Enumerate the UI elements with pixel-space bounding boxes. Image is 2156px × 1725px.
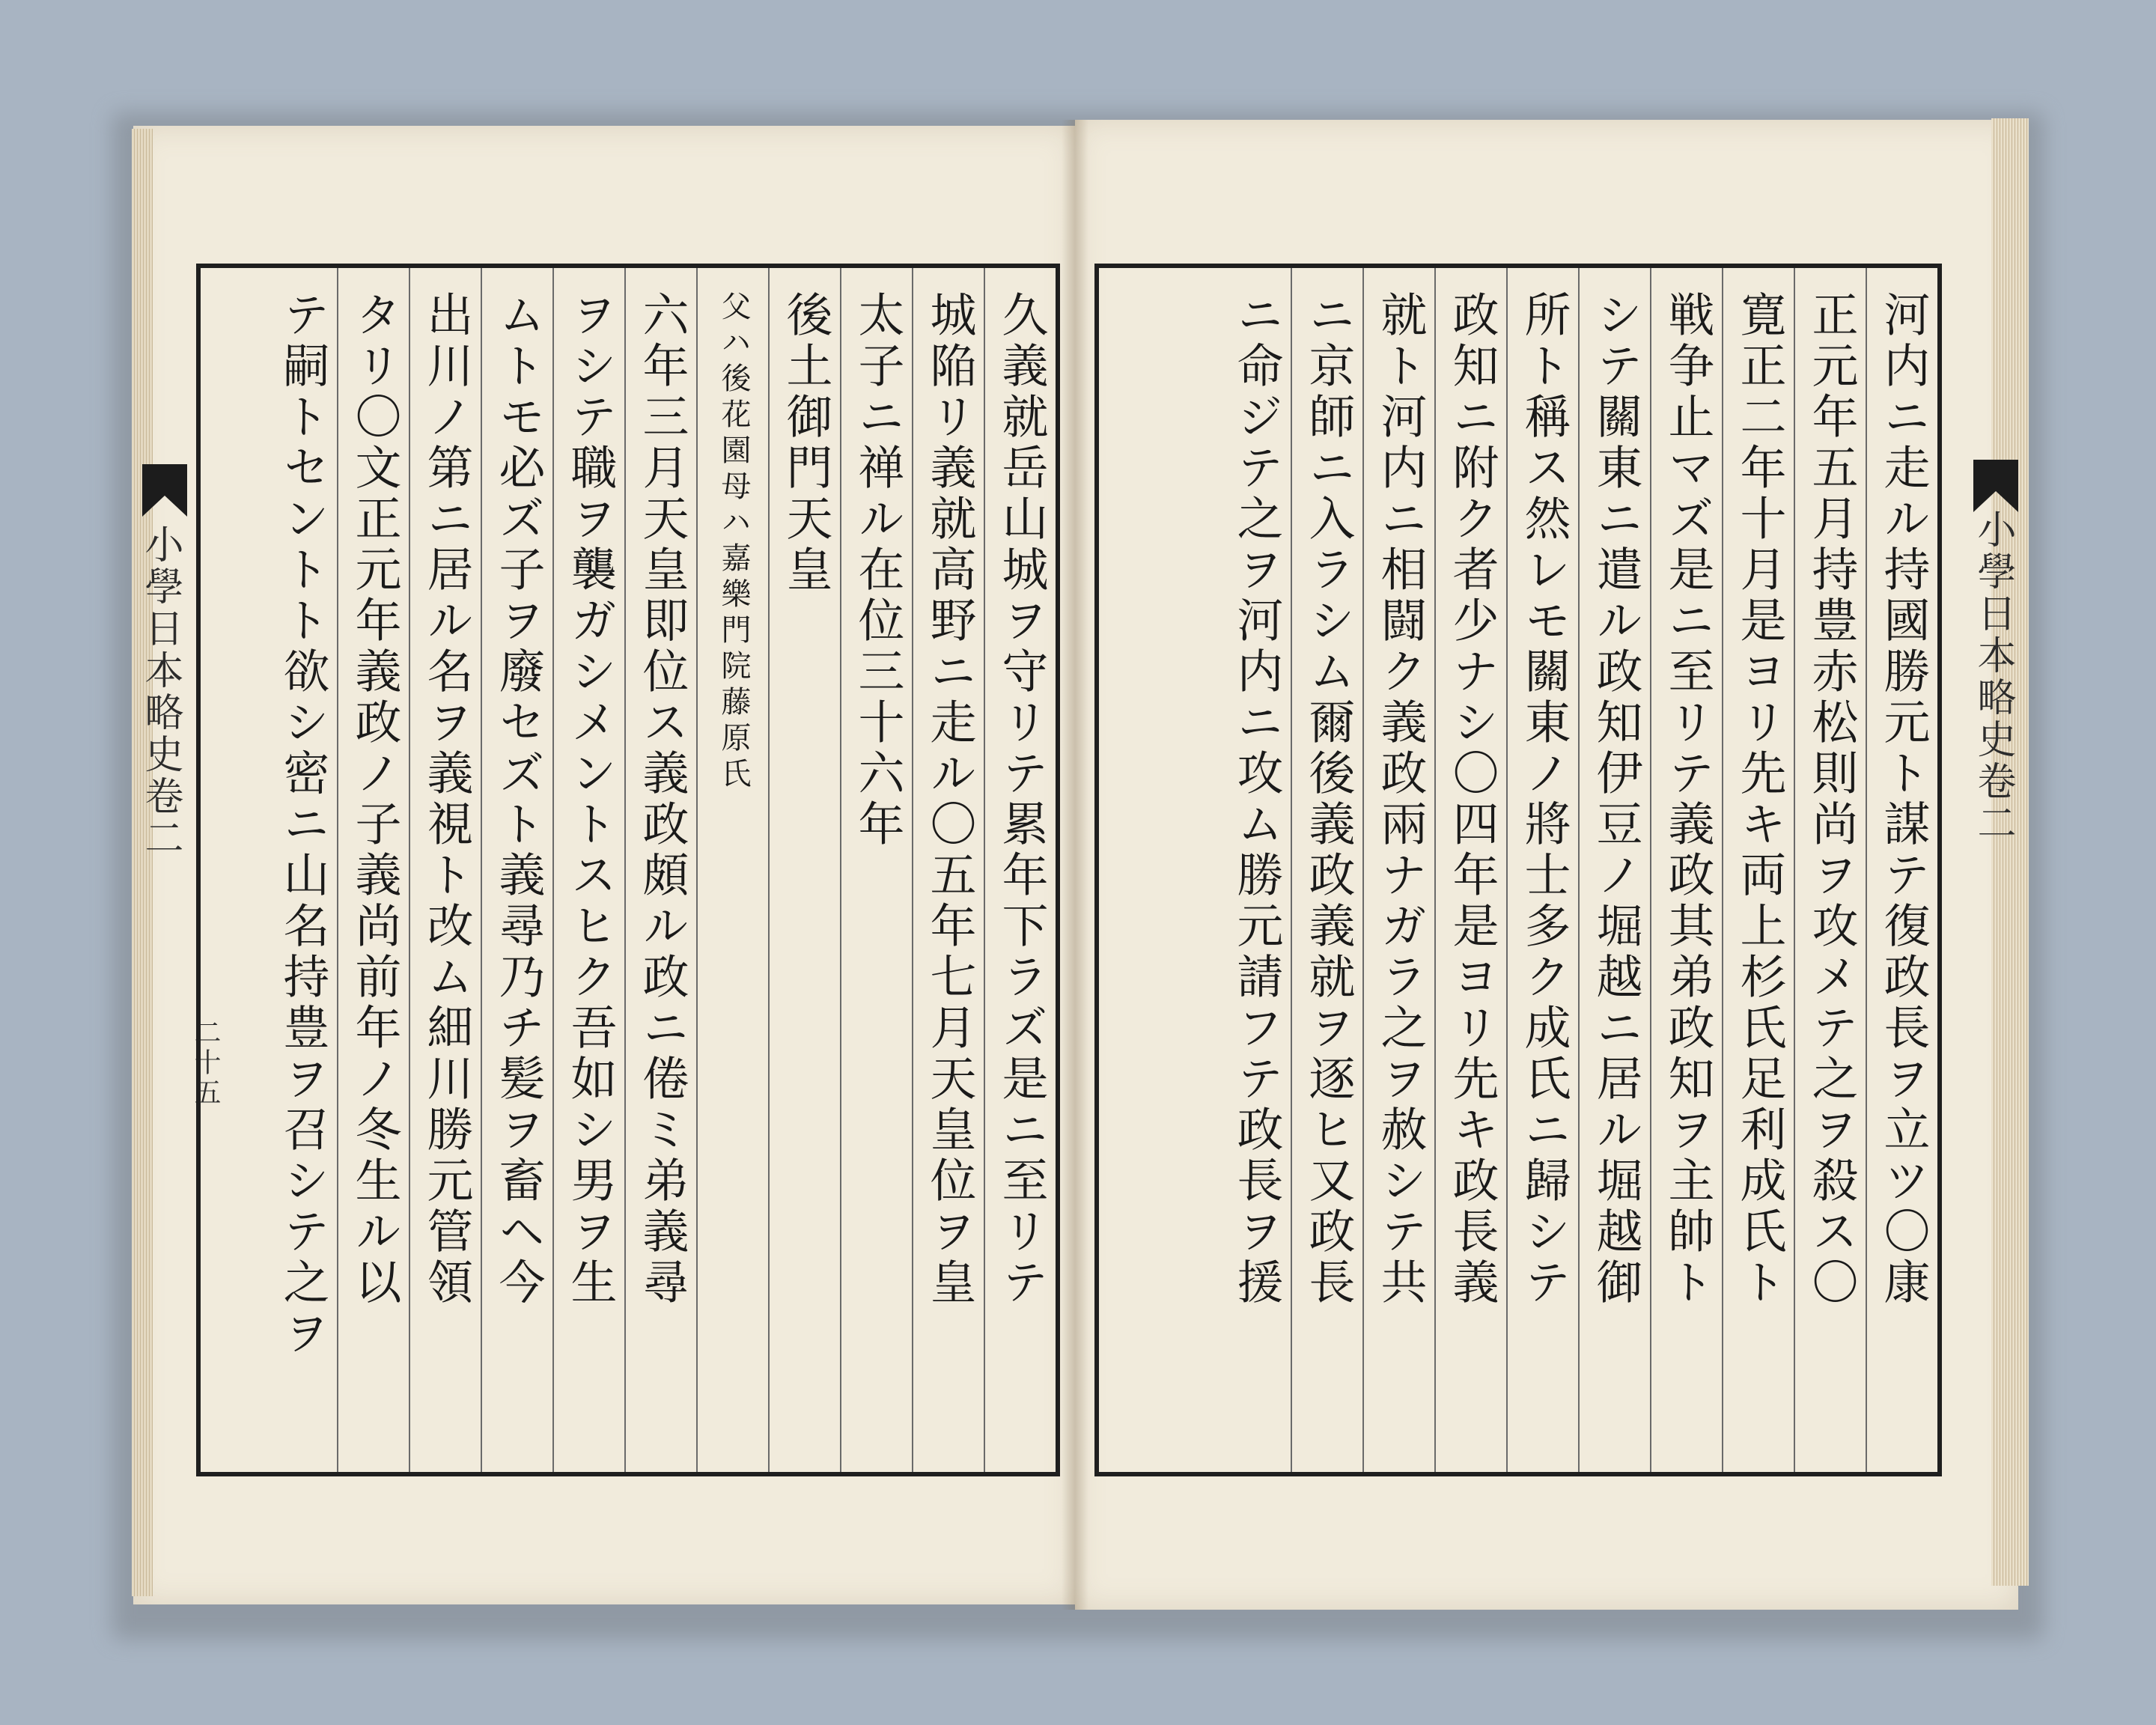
right-column-8: 就ト河内ニ相闘ク義政兩ナガラ之ヲ赦シテ共 bbox=[1362, 268, 1434, 1472]
left-column-10: タリ〇文正元年義政ノ子義尚前年ノ冬生ル以 bbox=[337, 268, 409, 1472]
right-column-1: 河内ニ走ル持國勝元ト謀テ復政長ヲ立ツ〇康 bbox=[1866, 268, 1937, 1472]
right-column-7: 政知ニ附ク者少ナシ〇四年是ヨリ先キ政長義 bbox=[1434, 268, 1506, 1472]
left-column-7: ヲシテ職ヲ襲ガシメントスヒク吾如シ男ヲ生 bbox=[552, 268, 624, 1472]
left-column-1: 久義就岳山城ヲ守リテ累年下ラズ是ニ至リテ bbox=[984, 268, 1056, 1472]
left-column-5-annotation: 父ハ後花園母ハ嘉樂門院藤原氏 bbox=[696, 268, 768, 1472]
left-column-2: 城陥リ義就高野ニ走ル〇五年七月天皇位ヲ皇 bbox=[912, 268, 984, 1472]
left-column-6: 六年三月天皇即位ス義政頗ル政ニ倦ミ弟義尋 bbox=[624, 268, 696, 1472]
right-column-6: 所ト稱ス然レモ關東ノ將士多ク成氏ニ歸シテ bbox=[1506, 268, 1578, 1472]
right-column-2: 正元年五月持豊赤松則尚ヲ攻メテ之ヲ殺ス〇 bbox=[1794, 268, 1866, 1472]
left-column-11: テ嗣トセントト欲シ密ニ山名持豊ヲ召シテ之ヲ bbox=[275, 290, 330, 1360]
right-column-5: シテ關東ニ遣ル政知伊豆ノ堀越ニ居ル堀越御 bbox=[1578, 268, 1650, 1472]
left-margin-title: 小學日本略史卷二 bbox=[138, 524, 183, 860]
right-column-10: ニ命ジテ之ヲ河内ニ攻ム勝元請フテ政長ヲ援 bbox=[1229, 290, 1284, 1309]
left-column-9: 出川ノ第ニ居ル名ヲ義視ト改ム細川勝元管領 bbox=[409, 268, 481, 1472]
left-text-block bbox=[196, 264, 1060, 1476]
left-column-4: 後土御門天皇 bbox=[768, 268, 840, 1472]
left-page-folio: 二十五 bbox=[190, 1018, 221, 1108]
right-column-4: 戦争止マズ是ニ至リテ義政其弟政知ヲ主帥ト bbox=[1650, 268, 1722, 1472]
left-column-3: 太子ニ禅ル在位三十六年 bbox=[840, 268, 912, 1472]
right-text-block bbox=[1094, 264, 1942, 1476]
book-gutter bbox=[1062, 120, 1088, 1610]
right-margin-title: 小學日本略史卷二 bbox=[1970, 509, 2015, 845]
right-column-3: 寛正二年十月是ヨリ先キ両上杉氏足利成氏ト bbox=[1722, 268, 1794, 1472]
right-column-9: ニ京師ニ入ラシム爾後義政義就ヲ逐ヒ又政長 bbox=[1291, 268, 1362, 1472]
left-column-8: ムトモ必ズ子ヲ廢セズト義尋乃チ髪ヲ畜ヘ今 bbox=[481, 268, 552, 1472]
